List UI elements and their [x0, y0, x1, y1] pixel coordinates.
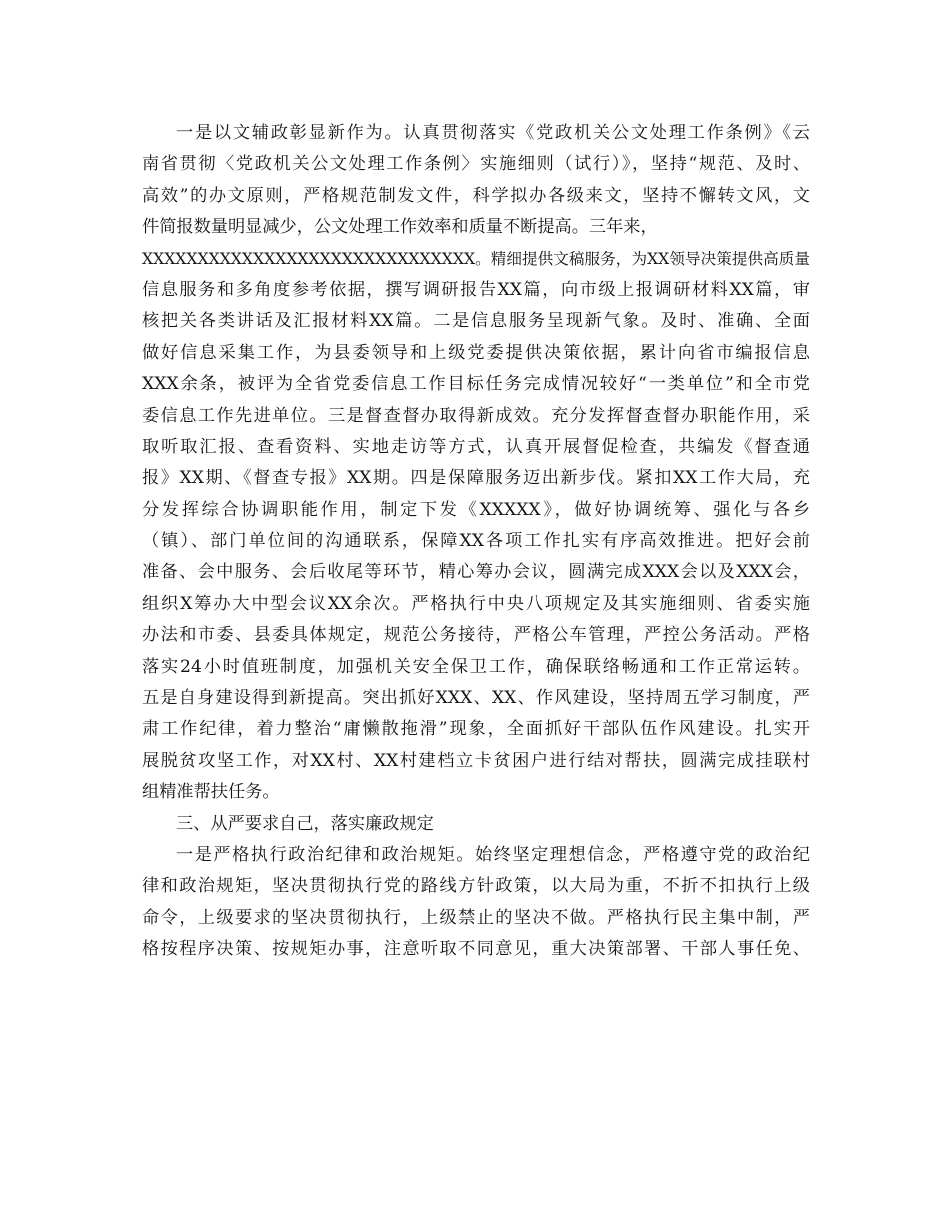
paragraph-line: 做好信息采集工作，为县委领导和上级党委提供决策依据，累计向省市编报信息 — [142, 342, 810, 363]
paragraph-line: 格按程序决策、按规矩办事，注意听取不同意见，重大决策部署、干部人事任免、 — [142, 939, 810, 960]
paragraph-line: 高效”的办文原则，严格规范制发文件，科学拟办各级来文，坚持不懈转文风，文 — [142, 185, 810, 206]
paragraph-line: 信息服务和多角度参考依据，撰写调研报告XX篇，向市级上报调研材料XX篇，审 — [142, 279, 810, 300]
paragraph-line: 命令，上级要求的坚决贯彻执行，上级禁止的坚决不做。严格执行民主集中制，严 — [142, 907, 810, 928]
paragraph-line: 核把关各类讲话及汇报材料XX篇。二是信息服务呈现新气象。及时、准确、全面 — [142, 311, 810, 332]
paragraph-line: 落实24小时值班制度，加强机关安全保卫工作，确保联络畅通和工作正常运转。 — [142, 656, 810, 677]
paragraph-line: 组精准帮扶任务。 — [142, 782, 280, 803]
paragraph-line: 委信息工作先进单位。三是督查督办取得新成效。充分发挥督查督办职能作用，采 — [142, 405, 810, 426]
paragraph-line: 一是以文辅政彰显新作为。认真贯彻落实《党政机关公文处理工作条例》《云 — [176, 123, 810, 143]
paragraph-line: 五是自身建设得到新提高。突出抓好XXX、XX、作风建设，坚持周五学习制度，严 — [142, 688, 810, 709]
paragraph-line: 办法和市委、县委具体规定，规范公务接待，严格公车管理，严控公务活动。严格 — [142, 625, 810, 646]
paragraph-line: XXX余条，被评为全省党委信息工作目标任务完成情况较好“一类单位”和全市党 — [142, 374, 810, 395]
paragraph-line: 律和政治规矩，坚决贯彻执行党的路线方针政策，以大局为重，不折不扣执行上级 — [142, 876, 810, 897]
paragraph-line: 取听取汇报、查看资料、实地走访等方式，认真开展督促检查，共编发《督查通 — [142, 436, 810, 457]
paragraph-line: XXXXXXXXXXXXXXXXXXXXXXXXXXXXXX。精细提供文稿服务，为XX领导决策提供高质量 — [142, 249, 810, 268]
paragraph-line: （镇）、部门单位间的沟通联系，保障XX各项工作扎实有序高效推进。把好会前 — [142, 531, 810, 552]
paragraph-line: 展脱贫攻坚工作，对XX村、XX村建档立卡贫困户进行结对帮扶，圆满完成挂联村 — [142, 750, 810, 771]
paragraph-line: 肃工作纪律，着力整治“庸懒散拖滑”现象，全面抓好干部队伍作风建设。扎实开 — [142, 719, 810, 740]
document-body — [142, 118, 810, 966]
section-heading: 三、从严要求自己，落实廉政规定 — [176, 813, 434, 834]
paragraph-line: 一是严格执行政治纪律和政治规矩。始终坚定理想信念，严格遵守党的政治纪 — [176, 844, 810, 865]
paragraph-line: 准备、会中服务、会后收尾等环节，精心筹办会议，圆满完成XXX会以及XXX会， — [142, 562, 810, 583]
paragraph-line: 组织X筹办大中型会议XX余次。严格执行中央八项规定及其实施细则、省委实施 — [142, 593, 810, 614]
paragraph-line: 报》XX期、《督查专报》XX期。四是保障服务迈出新步伐。紧扣XX工作大局，充 — [142, 468, 810, 489]
paragraph-line: 分发挥综合协调职能作用，制定下发《XXXXX》，做好协调统筹、强化与各乡 — [142, 499, 810, 520]
paragraph-line: 南省贯彻〈党政机关公文处理工作条例〉实施细则（试行）》，坚持“规范、及时、 — [142, 154, 810, 175]
paragraph-line: 件简报数量明显减少，公文处理工作效率和质量不断提高。三年来， — [142, 217, 658, 238]
